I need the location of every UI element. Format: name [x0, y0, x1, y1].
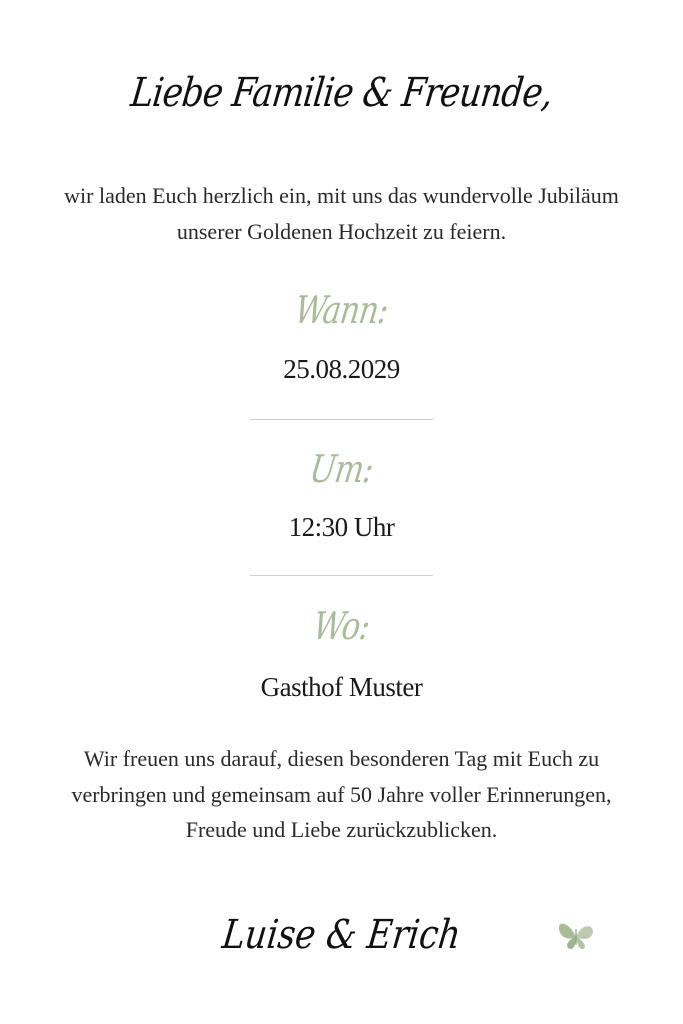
divider	[250, 419, 433, 420]
intro-text: wir laden Euch herzlich ein, mit uns das wundervolle Jubiläum unserer Goldenen Hochzeit zu feiern.	[64, 183, 619, 244]
place-value: Gasthof Muster	[260, 672, 423, 702]
time-label: Um:	[307, 447, 376, 491]
time-value: 12:30 Uhr	[288, 512, 395, 542]
place-label: Wo:	[310, 604, 373, 648]
date-label: Wann:	[292, 288, 391, 332]
signature: Luise & Erich	[219, 912, 464, 958]
closing-text: Wir freuen uns darauf, diesen besonderen Tag mit Euch zu verbringen und gemeinsam auf 50 Jahre voller Erinnerungen, Freude und Liebe zurückzublicken.	[71, 746, 612, 842]
greeting-heading: Liebe Familie & Freunde,	[128, 70, 555, 116]
date-value: 25.08.2029	[283, 354, 400, 384]
closing-paragraph	[40, 741, 643, 848]
intro-paragraph	[40, 178, 643, 249]
divider	[250, 575, 433, 576]
butterfly-icon	[556, 917, 596, 953]
